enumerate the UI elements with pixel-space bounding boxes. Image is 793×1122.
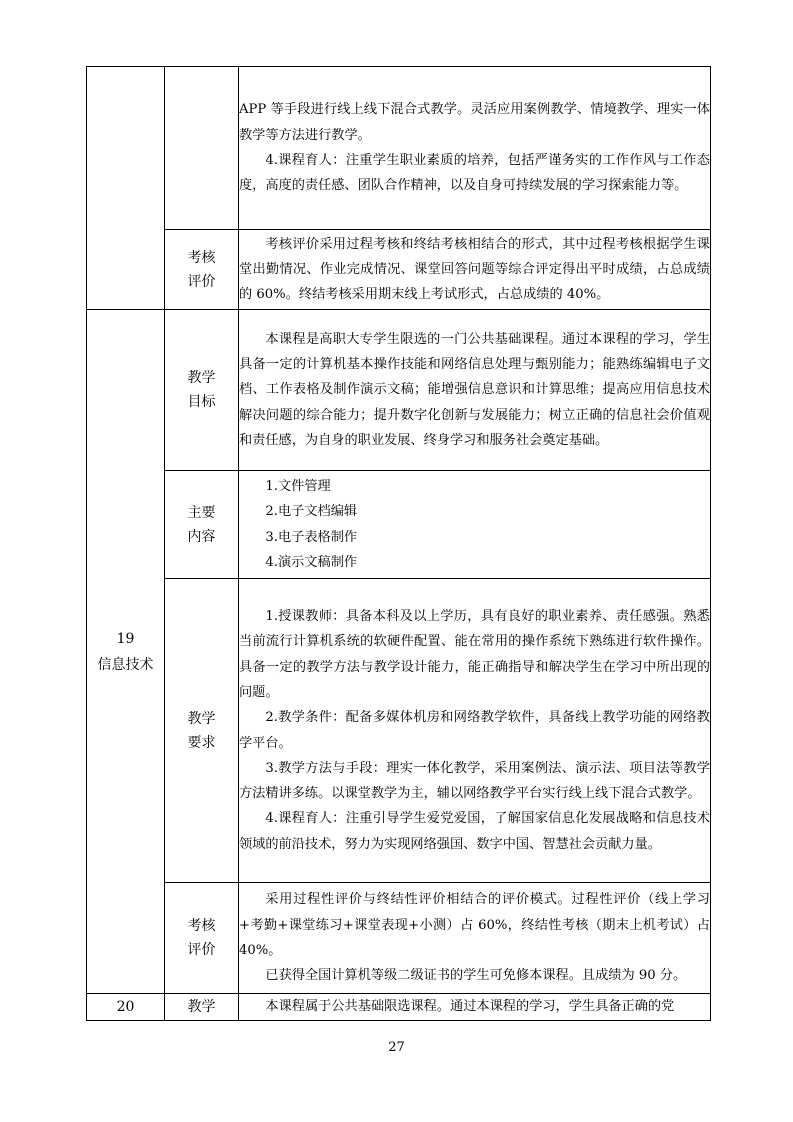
course-number: 20 <box>116 999 135 1015</box>
list-item: 3.电子表格制作 <box>265 529 358 545</box>
course-number: 19 <box>116 630 135 647</box>
table-row <box>87 67 711 230</box>
assessment-cell <box>239 883 711 994</box>
list-item: 2.电子文档编辑 <box>265 504 358 520</box>
table-row <box>87 471 711 579</box>
course-name: 信息技术 <box>97 656 154 673</box>
table-row <box>87 579 711 883</box>
course-19-cell <box>87 310 165 994</box>
list-item: 4.课程育人：注重引导学生爱党爱国，了解国家信息化发展战略和信息技术领域的前沿技术，努力为实现网络强国、数字中国、智慧社会贡献力量。 <box>239 811 710 852</box>
page-number: 27 <box>388 1040 405 1055</box>
teaching-goal-cell <box>239 310 711 471</box>
assessment-label: 考核 评价 <box>165 883 239 994</box>
teaching-method-cell <box>239 67 711 230</box>
course-20-cell <box>87 994 165 1021</box>
list-item: 1.文件管理 <box>265 478 331 494</box>
teaching-goal-text: 本课程是高职大专学生限选的一门公共基础课程。通过本课程的学习，学生具备一定的计算机基本操作技能和网络信息处理与甄别能力；能熟练编辑电子文档、工作表格及制作演示文稿；能增强信息意识和计算思维；提高应用信息技术解决问题的综合能力；提升数字化创新与发展能力；树立正确的信息社会价值观和责任感，为自身的职业发展、终身学习和服务社会奠定基础。 <box>239 331 710 448</box>
exemption-text: 已获得全国计算机等级二级证书的学生可免修本课程。且成绩为 90 分。 <box>265 968 687 984</box>
assessment-text: 考核评价采用过程考核和终结考核相结合的形式，其中过程考核根据学生课堂出勤情况、作业完成情况、课堂回答问题等综合评定得出平时成绩，占总成绩的 60%。终结考核采用期末线上考试形式，占总成绩的 40%。 <box>239 236 710 303</box>
course-table <box>86 66 711 1021</box>
teaching-method-text: APP 等手段进行线上线下混合式教学。灵活应用案例教学、情境教学、理实一体教学等方法进行教学。 <box>239 102 710 143</box>
assessment-text: 采用过程性评价与终结性评价相结合的评价模式。过程性评价（线上学习+考勤+课堂练习+课堂表现+小测）占 60%，终结性考核（期末上机考试）占 40%。 <box>239 892 710 958</box>
table-row <box>87 230 711 310</box>
course-cell-continued <box>87 67 165 310</box>
teaching-requirement-label: 教学 要求 <box>165 579 239 883</box>
table-row <box>87 883 711 994</box>
list-item: 4.演示文稿制作 <box>265 554 358 570</box>
main-content-label: 主要 内容 <box>165 471 239 579</box>
list-item: 1.授课教师：具备本科及以上学历，具有良好的职业素养、责任感强。熟悉当前流行计算机系统的软硬件配置、能在常用的操作系统下熟练进行软件操作。具备一定的教学方法与教学设计能力，能正确指导和解决学生在学习中所出现的问题。 <box>239 609 710 700</box>
list-item: 2.教学条件：配备多媒体机房和网络教学软件，具备线上教学功能的网络教学平台。 <box>239 710 710 751</box>
course-education-text: 4.课程育人：注重学生职业素质的培养，包括严谨务实的工作作风与工作态度，高度的责任感、团队合作精神，以及自身可持续发展的学习探索能力等。 <box>239 153 710 194</box>
label-cell-empty <box>165 67 239 230</box>
teaching-goal-text: 本课程属于公共基础限选课程。通过本课程的学习，学生具备正确的党 <box>265 999 675 1015</box>
teaching-goal-label: 教学 目标 <box>165 310 239 471</box>
assessment-label: 考核 评价 <box>165 230 239 310</box>
table-row <box>87 310 711 471</box>
list-item: 3.教学方法与手段：理实一体化教学，采用案例法、演示法、项目法等教学方法精讲多练。以课堂教学为主，辅以网络教学平台实行线上线下混合式教学。 <box>239 760 710 802</box>
main-content-cell <box>239 471 711 579</box>
teaching-goal-cell <box>239 994 711 1021</box>
teaching-requirement-cell <box>239 579 711 883</box>
table-row <box>87 994 711 1021</box>
assessment-cell <box>239 230 711 310</box>
teaching-goal-label: 教学 <box>165 994 239 1021</box>
